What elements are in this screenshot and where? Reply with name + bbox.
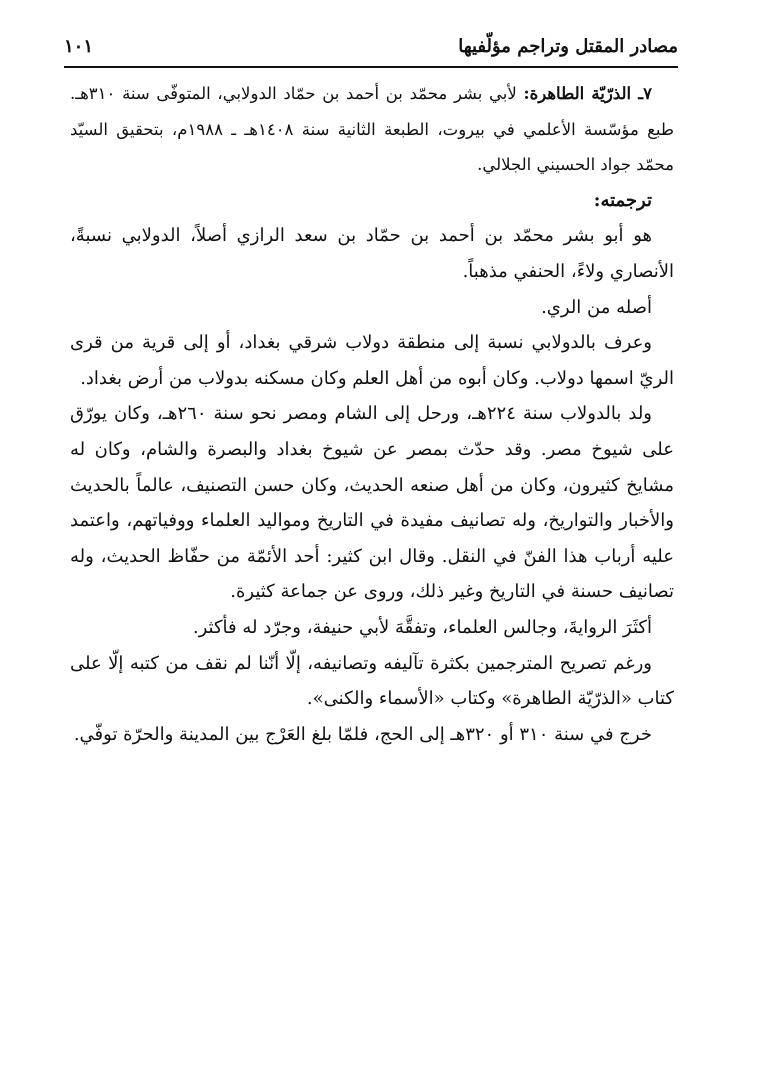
bio-paragraph: خرج في سنة ٣١٠ أو ٣٢٠هـ إلى الحج، فلمّا بلغ العَرْج بين المدينة والحرّة توفّي. bbox=[73, 723, 652, 745]
bio-subheading: ترجمته: bbox=[593, 189, 652, 211]
bio-paragraph: وعرف بالدولابي نسبة إلى منطقة دولاب شرقي بغداد، أو إلى قرية من قرى الريّ اسمها دولاب. وكان أبوه من أهل العلم وكان مسكنه بدولاب من أرض بغداد. bbox=[70, 332, 674, 389]
bio-paragraph: ورغم تصريح المترجمين بكثرة تآليفه وتصانيفه، إلّا أنّنا لم نقف من كتبه إلّا على كتاب «الذرّيّة الطاهرة» وكتاب «الأسماء والكنى». bbox=[70, 652, 674, 710]
entry-text: لأبي بشر محمّد بن أحمد بن حمّاد الدولابي، المتوفّى سنة ٣١٠هـ. طبع مؤسّسة الأعلمي في بيروت، الطبعة الثانية سنة ١٤٠٨هـ ـ ١٩٨٨م، بتحقيق السيّد محمّد جواد الحسيني الجلالي. bbox=[70, 84, 675, 175]
page-header bbox=[64, 26, 678, 68]
bio-paragraph: هو أبو بشر محمّد بن أحمد بن حمّاد بن سعد الرازي أصلاً، الدولابي نسبةً، الأنصاري ولاءً، الحنفي مذهباً. bbox=[70, 225, 674, 282]
bio-paragraph: أصله من الري. bbox=[541, 296, 652, 318]
bio-paragraph: أكثَرَ الروايةَ، وجالس العلماء، وتفقَّهَ لأبي حنيفة، وجرّد له فأكثر. bbox=[192, 616, 652, 638]
bio-paragraph: ولد بالدولاب سنة ٢٢٤هـ، ورحل إلى الشام ومصر نحو سنة ٢٦٠هـ، وكان يورّق على شيوخ مصر. وقد حدّث بمصر عن شيوخ بغداد والبصرة والشام، وكان له مشايخ كثيرون، وكان من أهل صنعه الحديث، وكان حسن التصنيف، عالماً بالحديث والأخبار والتواريخ، وله تصانيف مفيدة في التاريخ ومواليد العلماء ووفياتهم، واعتمد عليه أرباب هذا الفنّ في النقل. وقال ابن كثير: أحد الأئمّة من حفّاظ الحديث، وله تصانيف حسنة في التاريخ وغير ذلك، وروى عن جماعة كثيرة. bbox=[70, 403, 674, 603]
page-body bbox=[70, 76, 674, 752]
page-number: ١٠١ bbox=[64, 36, 94, 57]
running-title: مصادر المقتل وتراجم مؤلّفيها bbox=[458, 36, 678, 57]
book-entry bbox=[70, 76, 674, 183]
entry-heading: ٧ـ الذرّيّة الطاهرة: bbox=[523, 84, 652, 103]
